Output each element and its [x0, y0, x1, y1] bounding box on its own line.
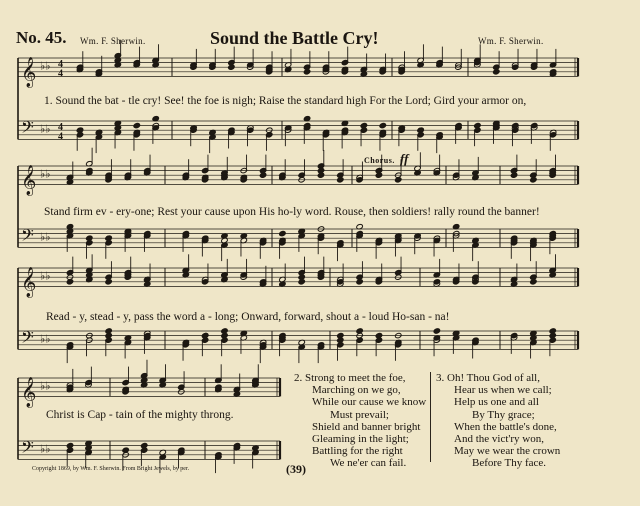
key-signature-icon: ♭♭: [40, 270, 51, 283]
page-number: (39): [286, 462, 306, 476]
key-signature-icon: ♭♭: [40, 333, 51, 346]
verse-2: [294, 372, 426, 470]
verse-3-line-8: Before Thy face.: [472, 457, 547, 470]
verse-3-line-4: By Thy grace;: [472, 408, 535, 421]
verse-3-line-2: Hear us when we call;: [454, 384, 552, 397]
verse-2-line-5: Shield and banner bright: [312, 420, 421, 433]
note-head: [379, 122, 386, 128]
verse-2-line-7: Battling for the right: [312, 445, 403, 458]
treble-clef-icon: 𝄞: [21, 165, 37, 196]
time-signature-bottom: 4: [58, 131, 63, 143]
treble-clef-icon: 𝄞: [21, 57, 37, 88]
verse-2-line-2: Marching on we go,: [312, 384, 401, 397]
time-signature-top: 4: [58, 122, 63, 134]
hymn-number: No. 45.: [16, 28, 67, 47]
key-signature-icon: ♭♭: [40, 231, 51, 244]
verse-2-line-3: While our cause we know: [312, 396, 427, 409]
verse-3: [436, 372, 560, 470]
verse-3-number: 3.: [436, 372, 445, 384]
verse-divider: [430, 372, 431, 462]
key-signature-icon: ♭♭: [40, 123, 51, 136]
copyright-notice: Copyright 1869, by Wm. F. Sherwin. From Bright Jewels, by per.: [32, 466, 190, 472]
treble-clef-icon: 𝄞: [21, 377, 37, 408]
lyric-line-4: Christ is Cap - tain of the mighty throng.: [46, 409, 234, 421]
verse-3-line-5: When the battle's done,: [454, 420, 557, 433]
dynamic-marking: ff: [400, 151, 409, 166]
key-signature-icon: ♭♭: [40, 443, 51, 456]
time-signature-bottom: 4: [58, 68, 63, 80]
time-signature-top: 4: [58, 59, 63, 71]
treble-clef-icon: 𝄞: [21, 267, 37, 298]
bass-clef-icon: 𝄢: [21, 224, 34, 249]
key-signature-icon: ♭♭: [40, 380, 51, 393]
verse-3-line-3: Help us one and all: [454, 396, 539, 409]
bass-clef-icon: 𝄢: [21, 326, 34, 351]
hymn-title: Sound the Battle Cry!: [210, 28, 379, 48]
composer-right: Wm. F. Sherwin.: [478, 36, 544, 46]
lyric-line-3: Read - y, stead - y, pass the word a - long; Onward, forward, shout a - loud Ho-san - na!: [46, 311, 450, 323]
verse-2-line-8: We ne'er can fail.: [330, 457, 407, 470]
note-head: [279, 230, 286, 236]
lyric-line-1: 1. Sound the bat - tle cry! See! the foe is nigh; Raise the standard high For the Lord; Gird your armor on,: [44, 95, 527, 107]
verse-2-line-4: Must prevail;: [330, 408, 389, 421]
verse-3-line-6: And the vict'ry won,: [454, 433, 544, 446]
verse-2-line-1: 2. Strong to meet the foe,: [294, 372, 406, 384]
key-signature-icon: ♭♭: [40, 168, 51, 181]
key-signature-icon: ♭♭: [40, 60, 51, 73]
lyric-line-2: Stand firm ev - ery-one; Rest your cause upon His ho-ly word. Rouse, then soldiers! rally round the banner!: [44, 206, 540, 218]
bass-clef-icon: 𝄢: [21, 116, 34, 141]
verse-2-number: 2.: [294, 372, 303, 384]
chorus-label: Chorus.: [364, 156, 395, 165]
composer-left: Wm. F. Sherwin.: [80, 36, 146, 46]
verse-3-line-1: 3. Oh! Thou God of all,: [436, 372, 540, 384]
bass-clef-icon: 𝄢: [21, 436, 34, 461]
verse-2-line-6: Gleaming in the light;: [312, 433, 409, 446]
verse-3-line-7: May we wear the crown: [454, 445, 561, 458]
note-head: [133, 122, 140, 128]
note-head: [433, 328, 440, 334]
